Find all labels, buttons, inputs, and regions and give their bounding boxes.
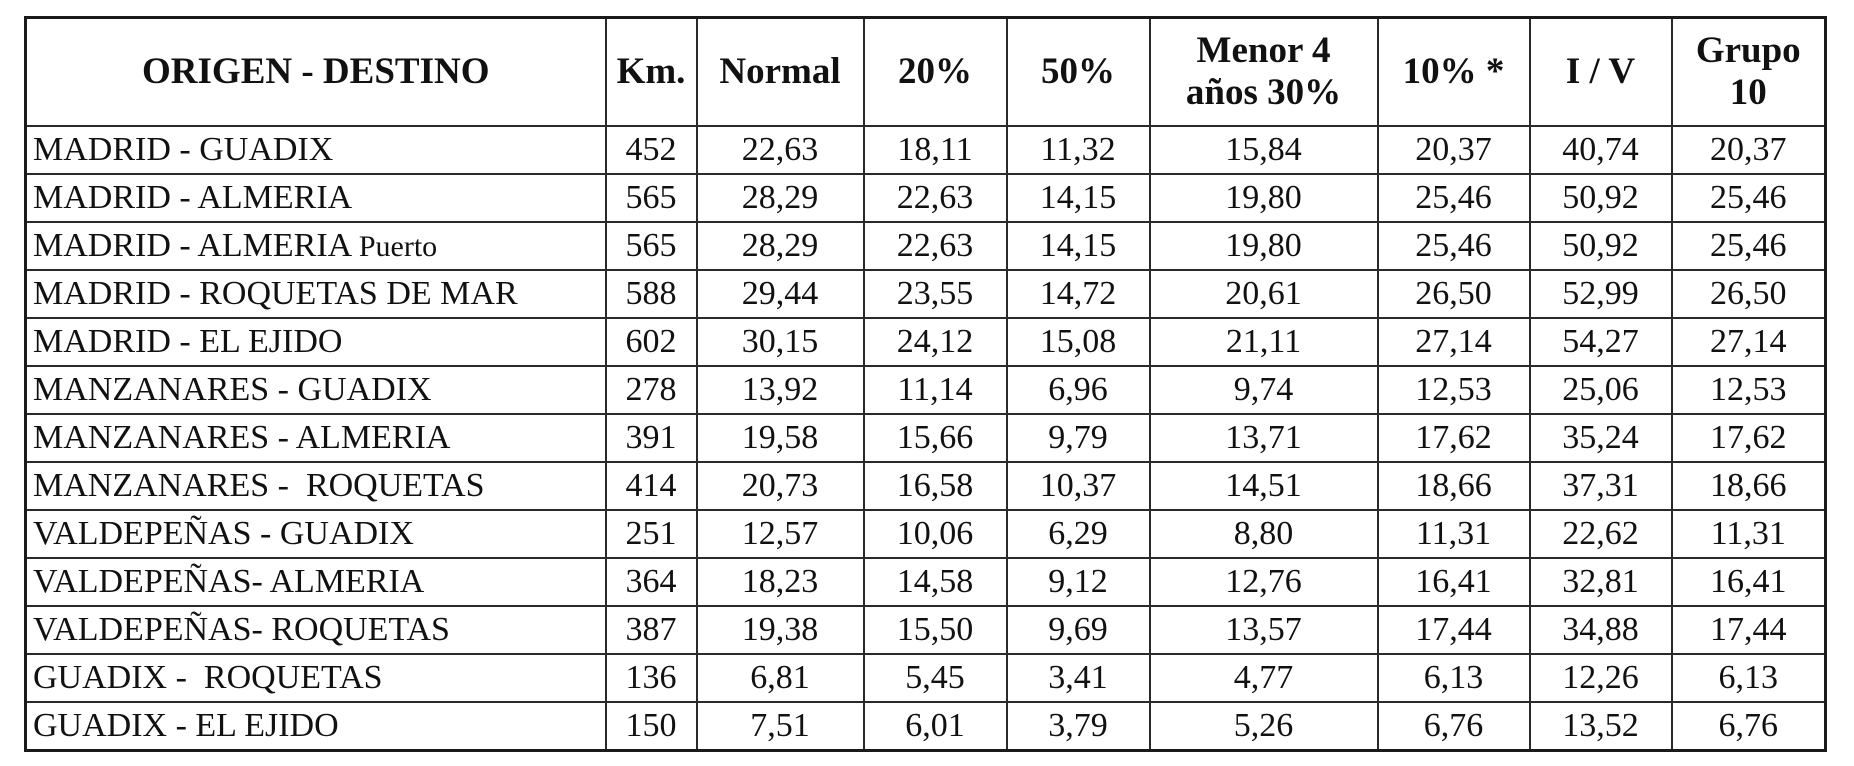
p50-cell: 14,15 — [1007, 174, 1150, 222]
route-name: GUADIX - ROQUETAS — [33, 659, 383, 696]
normal-cell: 19,38 — [697, 606, 864, 654]
table-row — [26, 366, 1826, 414]
p20-cell: 15,66 — [864, 414, 1007, 462]
p20-cell: 23,55 — [864, 270, 1007, 318]
p50-cell: 11,32 — [1007, 126, 1150, 174]
menor-cell: 20,61 — [1150, 270, 1378, 318]
iv-cell: 54,27 — [1530, 318, 1672, 366]
route-cell — [26, 558, 606, 606]
menor-cell: 13,71 — [1150, 414, 1378, 462]
km-cell: 452 — [606, 126, 697, 174]
route-name: VALDEPEÑAS- ROQUETAS — [33, 611, 450, 648]
p50-cell: 6,29 — [1007, 510, 1150, 558]
iv-cell: 50,92 — [1530, 222, 1672, 270]
p10-cell: 6,13 — [1378, 654, 1530, 702]
header-row — [26, 18, 1826, 127]
p50-cell: 14,72 — [1007, 270, 1150, 318]
km-cell: 251 — [606, 510, 697, 558]
normal-cell: 30,15 — [697, 318, 864, 366]
menor-cell: 19,80 — [1150, 222, 1378, 270]
route-name: MADRID - ROQUETAS DE MAR — [33, 275, 518, 312]
header-20-percent: 20% — [864, 18, 1007, 127]
menor-cell: 21,11 — [1150, 318, 1378, 366]
p20-cell: 22,63 — [864, 222, 1007, 270]
normal-cell: 19,58 — [697, 414, 864, 462]
header-menor-line-1: Menor 4 — [1196, 30, 1331, 71]
km-cell: 588 — [606, 270, 697, 318]
p20-cell: 10,06 — [864, 510, 1007, 558]
grupo-cell: 26,50 — [1672, 270, 1826, 318]
menor-cell: 9,74 — [1150, 366, 1378, 414]
km-cell: 602 — [606, 318, 697, 366]
normal-cell: 18,23 — [697, 558, 864, 606]
header-grupo-line-1: Grupo — [1695, 30, 1801, 71]
p10-cell: 12,53 — [1378, 366, 1530, 414]
header-grupo-line-2: 10 — [1729, 72, 1767, 113]
route-cell — [26, 462, 606, 510]
grupo-cell: 17,44 — [1672, 606, 1826, 654]
p50-cell: 6,96 — [1007, 366, 1150, 414]
header-menor-line-2: años 30% — [1185, 72, 1342, 113]
normal-cell: 7,51 — [697, 702, 864, 751]
table-row — [26, 414, 1826, 462]
grupo-cell: 20,37 — [1672, 126, 1826, 174]
p10-cell: 17,44 — [1378, 606, 1530, 654]
table-row — [26, 606, 1826, 654]
menor-cell: 4,77 — [1150, 654, 1378, 702]
table-row — [26, 462, 1826, 510]
route-name: MANZANARES - ALMERIA — [33, 419, 451, 456]
route-cell — [26, 366, 606, 414]
table-row — [26, 558, 1826, 606]
p10-cell: 17,62 — [1378, 414, 1530, 462]
p20-cell: 22,63 — [864, 174, 1007, 222]
p20-cell: 16,58 — [864, 462, 1007, 510]
table-header — [26, 18, 1826, 127]
grupo-cell: 6,13 — [1672, 654, 1826, 702]
iv-cell: 25,06 — [1530, 366, 1672, 414]
p10-cell: 25,46 — [1378, 174, 1530, 222]
normal-cell: 20,73 — [697, 462, 864, 510]
km-cell: 150 — [606, 702, 697, 751]
iv-cell: 13,52 — [1530, 702, 1672, 751]
grupo-cell: 6,76 — [1672, 702, 1826, 751]
route-name: MADRID - EL EJIDO — [33, 323, 343, 360]
route-name: VALDEPEÑAS- ALMERIA — [33, 563, 425, 600]
route-name: MADRID - ALMERIA — [33, 179, 353, 216]
table-row — [26, 174, 1826, 222]
p50-cell: 3,79 — [1007, 702, 1150, 751]
km-cell: 278 — [606, 366, 697, 414]
grupo-cell: 27,14 — [1672, 318, 1826, 366]
iv-cell: 40,74 — [1530, 126, 1672, 174]
header-50-percent: 50% — [1007, 18, 1150, 127]
route-cell — [26, 270, 606, 318]
route-suffix: Puerto — [358, 229, 438, 263]
iv-cell: 22,62 — [1530, 510, 1672, 558]
p20-cell: 14,58 — [864, 558, 1007, 606]
menor-cell: 5,26 — [1150, 702, 1378, 751]
table-row — [26, 270, 1826, 318]
menor-cell: 8,80 — [1150, 510, 1378, 558]
table-row — [26, 654, 1826, 702]
grupo-cell: 16,41 — [1672, 558, 1826, 606]
km-cell: 364 — [606, 558, 697, 606]
p50-cell: 9,79 — [1007, 414, 1150, 462]
route-cell — [26, 126, 606, 174]
route-name: MANZANARES - ROQUETAS — [33, 467, 485, 504]
p20-cell: 18,11 — [864, 126, 1007, 174]
p10-cell: 18,66 — [1378, 462, 1530, 510]
table-row — [26, 318, 1826, 366]
table-row — [26, 702, 1826, 751]
p10-cell: 16,41 — [1378, 558, 1530, 606]
normal-cell: 29,44 — [697, 270, 864, 318]
km-cell: 565 — [606, 174, 697, 222]
p10-cell: 27,14 — [1378, 318, 1530, 366]
menor-cell: 12,76 — [1150, 558, 1378, 606]
p10-cell: 26,50 — [1378, 270, 1530, 318]
route-cell — [26, 510, 606, 558]
header-route: ORIGEN - DESTINO — [26, 18, 606, 127]
route-cell — [26, 318, 606, 366]
route-name: MADRID - GUADIX — [33, 131, 334, 168]
grupo-cell: 12,53 — [1672, 366, 1826, 414]
p20-cell: 11,14 — [864, 366, 1007, 414]
route-cell — [26, 414, 606, 462]
grupo-cell: 18,66 — [1672, 462, 1826, 510]
iv-cell: 32,81 — [1530, 558, 1672, 606]
route-cell — [26, 174, 606, 222]
header-menor-4-anos — [1150, 18, 1378, 127]
route-cell — [26, 222, 606, 270]
p50-cell: 9,69 — [1007, 606, 1150, 654]
p50-cell: 15,08 — [1007, 318, 1150, 366]
p50-cell: 9,12 — [1007, 558, 1150, 606]
route-cell — [26, 654, 606, 702]
route-name: VALDEPEÑAS - GUADIX — [33, 515, 414, 552]
route-name: MADRID - ALMERIA — [33, 226, 351, 264]
grupo-cell: 17,62 — [1672, 414, 1826, 462]
p50-cell: 3,41 — [1007, 654, 1150, 702]
km-cell: 565 — [606, 222, 697, 270]
menor-cell: 13,57 — [1150, 606, 1378, 654]
header-km: Km. — [606, 18, 697, 127]
menor-cell: 15,84 — [1150, 126, 1378, 174]
p20-cell: 5,45 — [864, 654, 1007, 702]
normal-cell: 13,92 — [697, 366, 864, 414]
table-row — [26, 222, 1826, 270]
header-ida-vuelta: I / V — [1530, 18, 1672, 127]
p10-cell: 11,31 — [1378, 510, 1530, 558]
p10-cell: 25,46 — [1378, 222, 1530, 270]
p20-cell: 6,01 — [864, 702, 1007, 751]
p50-cell: 14,15 — [1007, 222, 1150, 270]
iv-cell: 50,92 — [1530, 174, 1672, 222]
route-name: GUADIX - EL EJIDO — [33, 707, 339, 744]
table-row — [26, 510, 1826, 558]
iv-cell: 37,31 — [1530, 462, 1672, 510]
p50-cell: 10,37 — [1007, 462, 1150, 510]
p10-cell: 6,76 — [1378, 702, 1530, 751]
iv-cell: 52,99 — [1530, 270, 1672, 318]
p20-cell: 15,50 — [864, 606, 1007, 654]
km-cell: 387 — [606, 606, 697, 654]
normal-cell: 22,63 — [697, 126, 864, 174]
table-row — [26, 126, 1826, 174]
iv-cell: 34,88 — [1530, 606, 1672, 654]
p10-cell: 20,37 — [1378, 126, 1530, 174]
normal-cell: 28,29 — [697, 222, 864, 270]
p20-cell: 24,12 — [864, 318, 1007, 366]
normal-cell: 6,81 — [697, 654, 864, 702]
menor-cell: 14,51 — [1150, 462, 1378, 510]
header-grupo-10 — [1672, 18, 1826, 127]
km-cell: 136 — [606, 654, 697, 702]
iv-cell: 12,26 — [1530, 654, 1672, 702]
fare-table — [24, 16, 1827, 752]
normal-cell: 12,57 — [697, 510, 864, 558]
table-body — [26, 126, 1826, 751]
route-name: MANZANARES - GUADIX — [33, 371, 432, 408]
km-cell: 414 — [606, 462, 697, 510]
menor-cell: 19,80 — [1150, 174, 1378, 222]
route-cell — [26, 702, 606, 751]
grupo-cell: 25,46 — [1672, 174, 1826, 222]
grupo-cell: 11,31 — [1672, 510, 1826, 558]
header-normal: Normal — [697, 18, 864, 127]
header-10-percent: 10% * — [1378, 18, 1530, 127]
normal-cell: 28,29 — [697, 174, 864, 222]
grupo-cell: 25,46 — [1672, 222, 1826, 270]
km-cell: 391 — [606, 414, 697, 462]
iv-cell: 35,24 — [1530, 414, 1672, 462]
route-cell — [26, 606, 606, 654]
